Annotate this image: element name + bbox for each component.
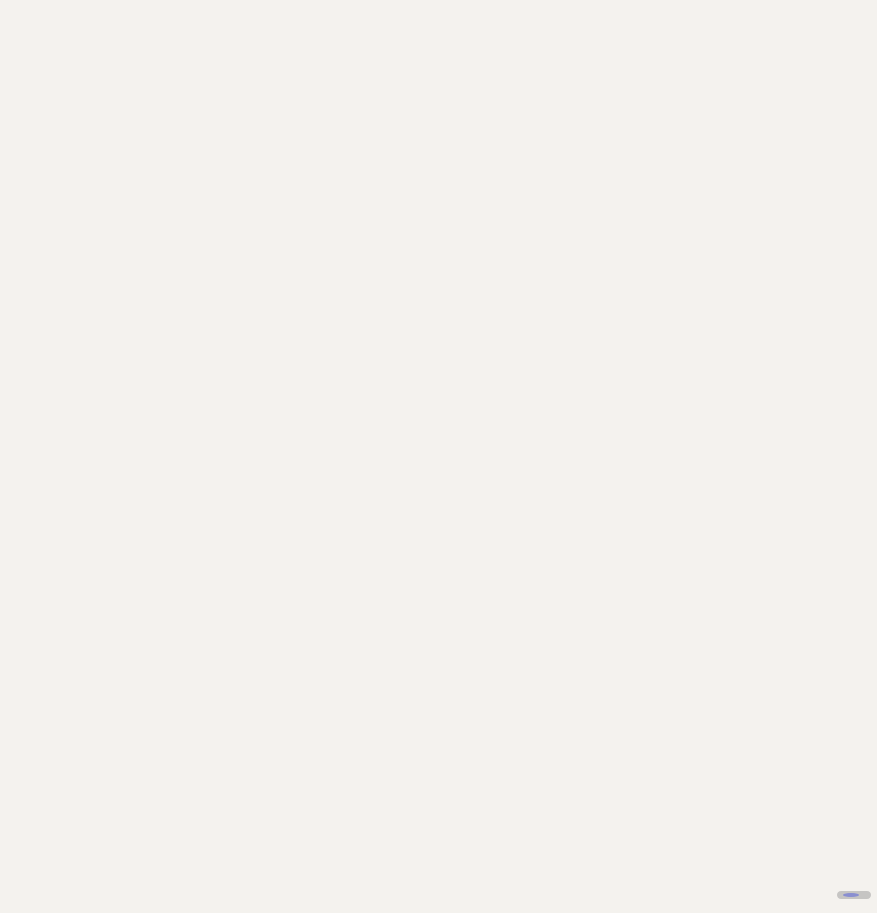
watermark (837, 891, 871, 899)
watermark-logo (843, 893, 859, 897)
